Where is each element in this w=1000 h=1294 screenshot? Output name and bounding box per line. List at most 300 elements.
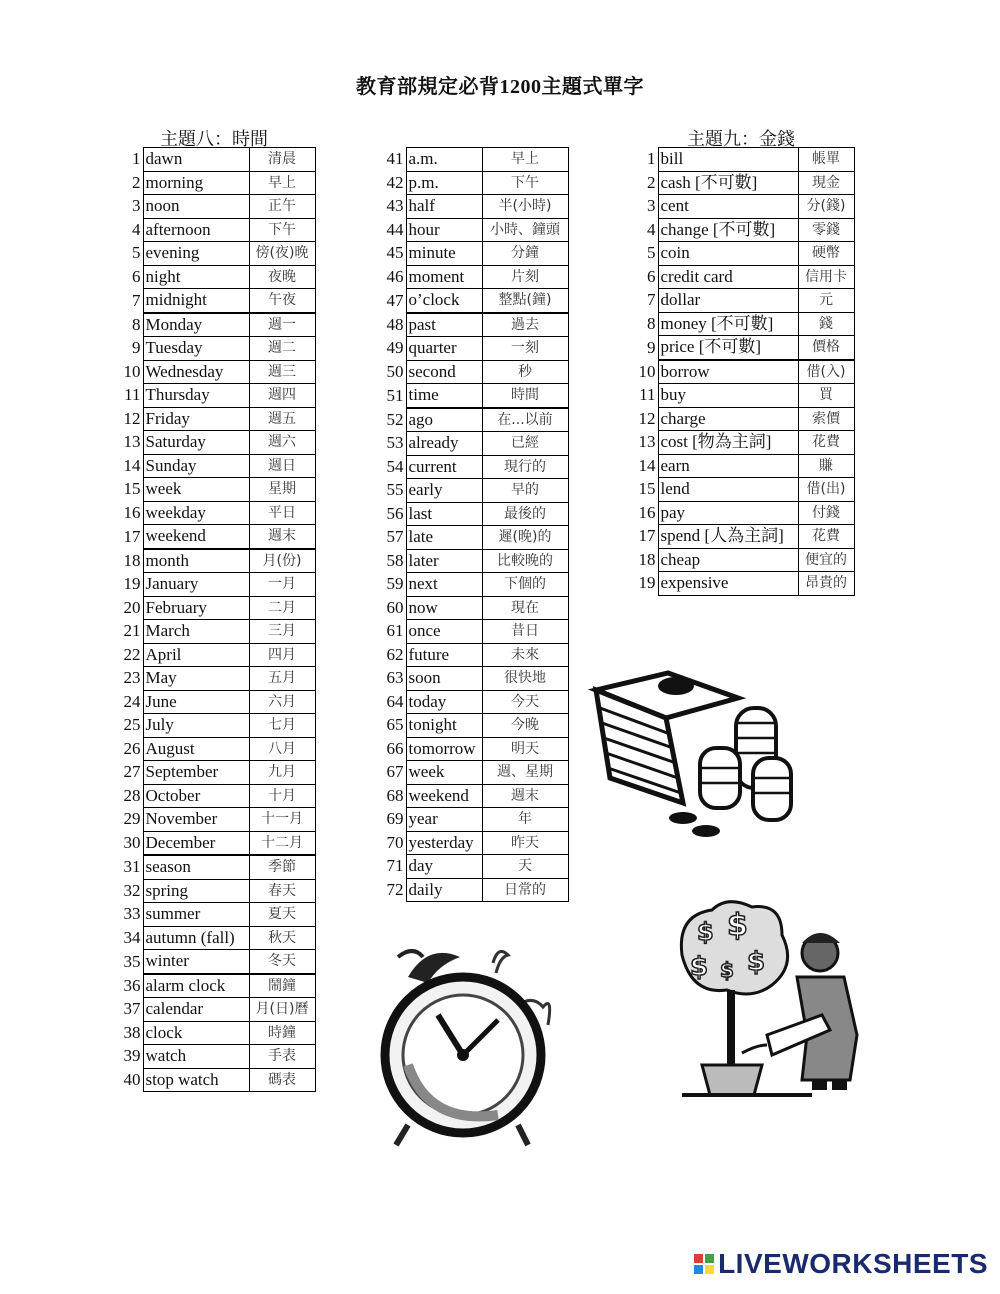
english-word: cost [物為主詞] [658,431,798,455]
entry-number: 41 [378,148,406,172]
english-word: June [143,690,249,714]
table-row [630,265,854,289]
english-word: daily [406,878,482,902]
entry-number: 21 [115,620,143,644]
english-word: midnight [143,289,249,313]
section8-title: 主題八：時間 [160,129,268,149]
chinese-meaning: 九月 [249,761,315,785]
english-word: December [143,831,249,855]
entry-number: 54 [378,455,406,479]
entry-number: 15 [630,478,658,502]
entry-number: 22 [115,643,143,667]
table-row [378,289,568,313]
english-word: late [406,526,482,550]
chinese-meaning: 週末 [482,784,568,808]
chinese-meaning: 星期 [249,478,315,502]
entry-number: 49 [378,337,406,361]
table-row [630,289,854,313]
chinese-meaning: 小時、鐘頭 [482,218,568,242]
english-word: coin [658,242,798,266]
chinese-meaning: 七月 [249,714,315,738]
chinese-meaning: 春天 [249,879,315,903]
chinese-meaning: 昂貴的 [798,572,854,596]
english-word: July [143,714,249,738]
table-row [378,784,568,808]
table-row [115,855,315,879]
entry-number: 12 [115,407,143,431]
english-word: already [406,432,482,456]
table-row [378,596,568,620]
entry-number: 32 [115,879,143,903]
table-row [378,878,568,902]
entry-number: 2 [115,171,143,195]
table-row [630,454,854,478]
entry-number: 3 [115,195,143,219]
english-word: second [406,360,482,384]
entry-number: 31 [115,855,143,879]
table-row [115,1045,315,1069]
chinese-meaning: 帳單 [798,148,854,172]
chinese-meaning: 天 [482,855,568,879]
chinese-meaning: 下午 [249,218,315,242]
chinese-meaning: 鬧鐘 [249,974,315,998]
chinese-meaning: 今天 [482,690,568,714]
english-word: later [406,549,482,573]
table-row [115,879,315,903]
english-word: expensive [658,572,798,596]
entry-number: 56 [378,502,406,526]
english-word: month [143,549,249,573]
table-row [378,479,568,503]
chinese-meaning: 花費 [798,431,854,455]
entry-number: 1 [630,148,658,172]
english-word: October [143,784,249,808]
entry-number: 6 [630,265,658,289]
chinese-meaning: 零錢 [798,218,854,242]
entry-number: 38 [115,1021,143,1045]
chinese-meaning: 昔日 [482,620,568,644]
entry-number: 24 [115,690,143,714]
entry-number: 37 [115,998,143,1022]
english-word: summer [143,903,249,927]
table-row [630,148,854,172]
table-row [378,455,568,479]
entry-number: 9 [630,336,658,360]
entry-number: 64 [378,690,406,714]
chinese-meaning: 借(出) [798,478,854,502]
chinese-meaning: 下個的 [482,573,568,597]
table-row [115,573,315,597]
entry-number: 67 [378,761,406,785]
entry-number: 12 [630,407,658,431]
entry-number: 51 [378,384,406,408]
entry-number: 26 [115,737,143,761]
table-row [115,974,315,998]
table-row [378,360,568,384]
entry-number: 34 [115,926,143,950]
english-word: yesterday [406,831,482,855]
table-row [630,360,854,384]
english-word: current [406,455,482,479]
liveworksheets-logo [694,1248,988,1280]
chinese-meaning: 週三 [249,360,315,384]
english-word: August [143,737,249,761]
entry-number: 61 [378,620,406,644]
english-word: spend [人為主詞] [658,525,798,549]
english-word: next [406,573,482,597]
english-word: minute [406,242,482,266]
chinese-meaning: 六月 [249,690,315,714]
entry-number: 43 [378,195,406,219]
entry-number: 15 [115,478,143,502]
entry-number: 29 [115,808,143,832]
table-row [115,313,315,337]
table-row [115,501,315,525]
english-word: dawn [143,148,249,172]
table-row [378,620,568,644]
english-word: May [143,667,249,691]
english-word: cent [658,195,798,219]
chinese-meaning: 時鐘 [249,1021,315,1045]
table-row [630,312,854,336]
table-row [115,620,315,644]
entry-number: 46 [378,265,406,289]
entry-number: 65 [378,714,406,738]
logo-text: LIVEWORKSHEETS [718,1248,988,1279]
entry-number: 8 [115,313,143,337]
logo-mark-icon [694,1254,714,1274]
chinese-meaning: 十月 [249,784,315,808]
table-row [115,643,315,667]
table-row [378,831,568,855]
chinese-meaning: 今晚 [482,714,568,738]
table-row [378,432,568,456]
table-row [378,218,568,242]
entry-number: 10 [630,360,658,384]
chinese-meaning: 錢 [798,312,854,336]
entry-number: 5 [630,242,658,266]
entry-number: 13 [630,431,658,455]
chinese-meaning: 週二 [249,337,315,361]
chinese-meaning: 週五 [249,407,315,431]
entry-number: 16 [630,501,658,525]
chinese-meaning: 最後的 [482,502,568,526]
table-row [115,289,315,313]
entry-number: 55 [378,479,406,503]
entry-number: 48 [378,313,406,337]
english-word: credit card [658,265,798,289]
english-word: Wednesday [143,360,249,384]
entry-number: 17 [630,525,658,549]
chinese-meaning: 月(份) [249,549,315,573]
entry-number: 35 [115,950,143,974]
english-word: buy [658,384,798,408]
english-word: charge [658,407,798,431]
entry-number: 4 [115,218,143,242]
table-row [115,384,315,408]
chinese-meaning: 日常的 [482,878,568,902]
table-row [115,148,315,172]
entry-number: 45 [378,242,406,266]
english-word: moment [406,265,482,289]
chinese-meaning: 在...以前 [482,408,568,432]
entry-number: 11 [630,384,658,408]
chinese-meaning: 週、星期 [482,761,568,785]
entry-number: 9 [115,337,143,361]
table-row [378,242,568,266]
english-word: calendar [143,998,249,1022]
chinese-meaning: 夜晚 [249,265,315,289]
chinese-meaning: 週末 [249,525,315,549]
chinese-meaning: 週四 [249,384,315,408]
chinese-meaning: 早上 [482,148,568,172]
entry-number: 20 [115,596,143,620]
page-title: 教育部規定必背1200主題式單字 [356,76,644,98]
chinese-meaning: 借(入) [798,360,854,384]
english-word: weekend [406,784,482,808]
english-word: autumn (fall) [143,926,249,950]
entry-number: 25 [115,714,143,738]
entry-number: 44 [378,218,406,242]
entry-number: 7 [115,289,143,313]
table-row [115,171,315,195]
table-row [630,407,854,431]
entry-number: 19 [630,572,658,596]
english-word: April [143,643,249,667]
english-word: bill [658,148,798,172]
chinese-meaning: 四月 [249,643,315,667]
entry-number: 18 [115,549,143,573]
table-row [378,667,568,691]
table-row [378,855,568,879]
svg-text:$: $ [697,918,714,946]
chinese-meaning: 分鐘 [482,242,568,266]
english-word: March [143,620,249,644]
money-stack-illustration [588,668,800,843]
english-word: day [406,855,482,879]
english-word: today [406,690,482,714]
table-row [378,690,568,714]
table-row [630,431,854,455]
table-row [630,195,854,219]
english-word: cash [不可數] [658,171,798,195]
english-word: noon [143,195,249,219]
english-word: price [不可數] [658,336,798,360]
entry-number: 63 [378,667,406,691]
table-row [115,808,315,832]
english-word: soon [406,667,482,691]
english-word: year [406,808,482,832]
svg-text:$: $ [727,908,748,943]
english-word: Sunday [143,454,249,478]
english-word: cheap [658,548,798,572]
english-word: half [406,195,482,219]
money-vocab-table [630,147,855,596]
entry-number: 40 [115,1068,143,1092]
english-word: tonight [406,714,482,738]
entry-number: 62 [378,643,406,667]
chinese-meaning: 秒 [482,360,568,384]
entry-number: 66 [378,737,406,761]
english-word: now [406,596,482,620]
entry-number: 1 [115,148,143,172]
chinese-meaning: 週六 [249,431,315,455]
table-row [378,502,568,526]
english-word: Thursday [143,384,249,408]
english-word: a.m. [406,148,482,172]
table-row [630,501,854,525]
entry-number: 14 [630,454,658,478]
chinese-meaning: 付錢 [798,501,854,525]
table-row [378,148,568,172]
table-row [630,548,854,572]
chinese-meaning: 買 [798,384,854,408]
table-row [115,1021,315,1045]
table-row [115,690,315,714]
entry-number: 70 [378,831,406,855]
english-word: tomorrow [406,737,482,761]
entry-number: 36 [115,974,143,998]
english-word: alarm clock [143,974,249,998]
english-word: clock [143,1021,249,1045]
english-word: Saturday [143,431,249,455]
english-word: quarter [406,337,482,361]
chinese-meaning: 冬天 [249,950,315,974]
entry-number: 72 [378,878,406,902]
english-word: borrow [658,360,798,384]
table-row [378,313,568,337]
entry-number: 52 [378,408,406,432]
entry-number: 23 [115,667,143,691]
chinese-meaning: 夏天 [249,903,315,927]
table-row [115,360,315,384]
table-row [115,667,315,691]
table-row [115,950,315,974]
table-row [115,1068,315,1092]
svg-text:$: $ [720,958,734,982]
table-row [115,454,315,478]
table-row [630,242,854,266]
chinese-meaning: 現金 [798,171,854,195]
table-row [115,337,315,361]
chinese-meaning: 五月 [249,667,315,691]
chinese-meaning: 很快地 [482,667,568,691]
table-row [378,549,568,573]
chinese-meaning: 一月 [249,573,315,597]
table-row [378,265,568,289]
chinese-meaning: 正午 [249,195,315,219]
table-row [115,478,315,502]
time-vocab-table-2 [378,147,569,902]
english-word: p.m. [406,171,482,195]
alarm-clock-illustration [368,935,563,1150]
money-tree-illustration [672,895,862,1100]
english-word: earn [658,454,798,478]
entry-number: 28 [115,784,143,808]
entry-number: 7 [630,289,658,313]
entry-number: 59 [378,573,406,597]
entry-number: 27 [115,761,143,785]
entry-number: 57 [378,526,406,550]
entry-number: 8 [630,312,658,336]
chinese-meaning: 月(日)曆 [249,998,315,1022]
table-row [115,525,315,549]
table-row [378,195,568,219]
entry-number: 5 [115,242,143,266]
table-row [378,808,568,832]
chinese-meaning: 年 [482,808,568,832]
chinese-meaning: 週日 [249,454,315,478]
svg-text:$: $ [690,952,709,982]
chinese-meaning: 現行的 [482,455,568,479]
entry-number: 47 [378,289,406,313]
table-row [378,761,568,785]
chinese-meaning: 整點(鐘) [482,289,568,313]
chinese-meaning: 索價 [798,407,854,431]
chinese-meaning: 便宜的 [798,548,854,572]
chinese-meaning: 價格 [798,336,854,360]
entry-number: 39 [115,1045,143,1069]
entry-number: 4 [630,218,658,242]
chinese-meaning: 花費 [798,525,854,549]
entry-number: 14 [115,454,143,478]
table-row [115,714,315,738]
english-word: dollar [658,289,798,313]
english-word: winter [143,950,249,974]
entry-number: 17 [115,525,143,549]
english-word: week [406,761,482,785]
chinese-meaning: 遲(晚)的 [482,526,568,550]
svg-text:$: $ [747,947,766,977]
english-word: week [143,478,249,502]
entry-number: 50 [378,360,406,384]
english-word: hour [406,218,482,242]
table-row [378,737,568,761]
chinese-meaning: 週一 [249,313,315,337]
table-row [630,218,854,242]
chinese-meaning: 季節 [249,855,315,879]
entry-number: 68 [378,784,406,808]
table-row [115,549,315,573]
table-row [115,926,315,950]
english-word: Friday [143,407,249,431]
table-row [115,218,315,242]
table-row [630,171,854,195]
english-word: future [406,643,482,667]
table-row [630,384,854,408]
entry-number: 33 [115,903,143,927]
english-word: early [406,479,482,503]
chinese-meaning: 十一月 [249,808,315,832]
table-row [115,265,315,289]
table-row [115,407,315,431]
table-row [115,242,315,266]
english-word: money [不可數] [658,312,798,336]
table-row [378,573,568,597]
entry-number: 3 [630,195,658,219]
table-row [115,761,315,785]
english-word: season [143,855,249,879]
chinese-meaning: 半(小時) [482,195,568,219]
time-vocab-table-1 [115,147,316,1092]
chinese-meaning: 賺 [798,454,854,478]
english-word: November [143,808,249,832]
english-word: pay [658,501,798,525]
table-row [115,737,315,761]
table-row [115,195,315,219]
table-row [115,998,315,1022]
english-word: stop watch [143,1068,249,1092]
